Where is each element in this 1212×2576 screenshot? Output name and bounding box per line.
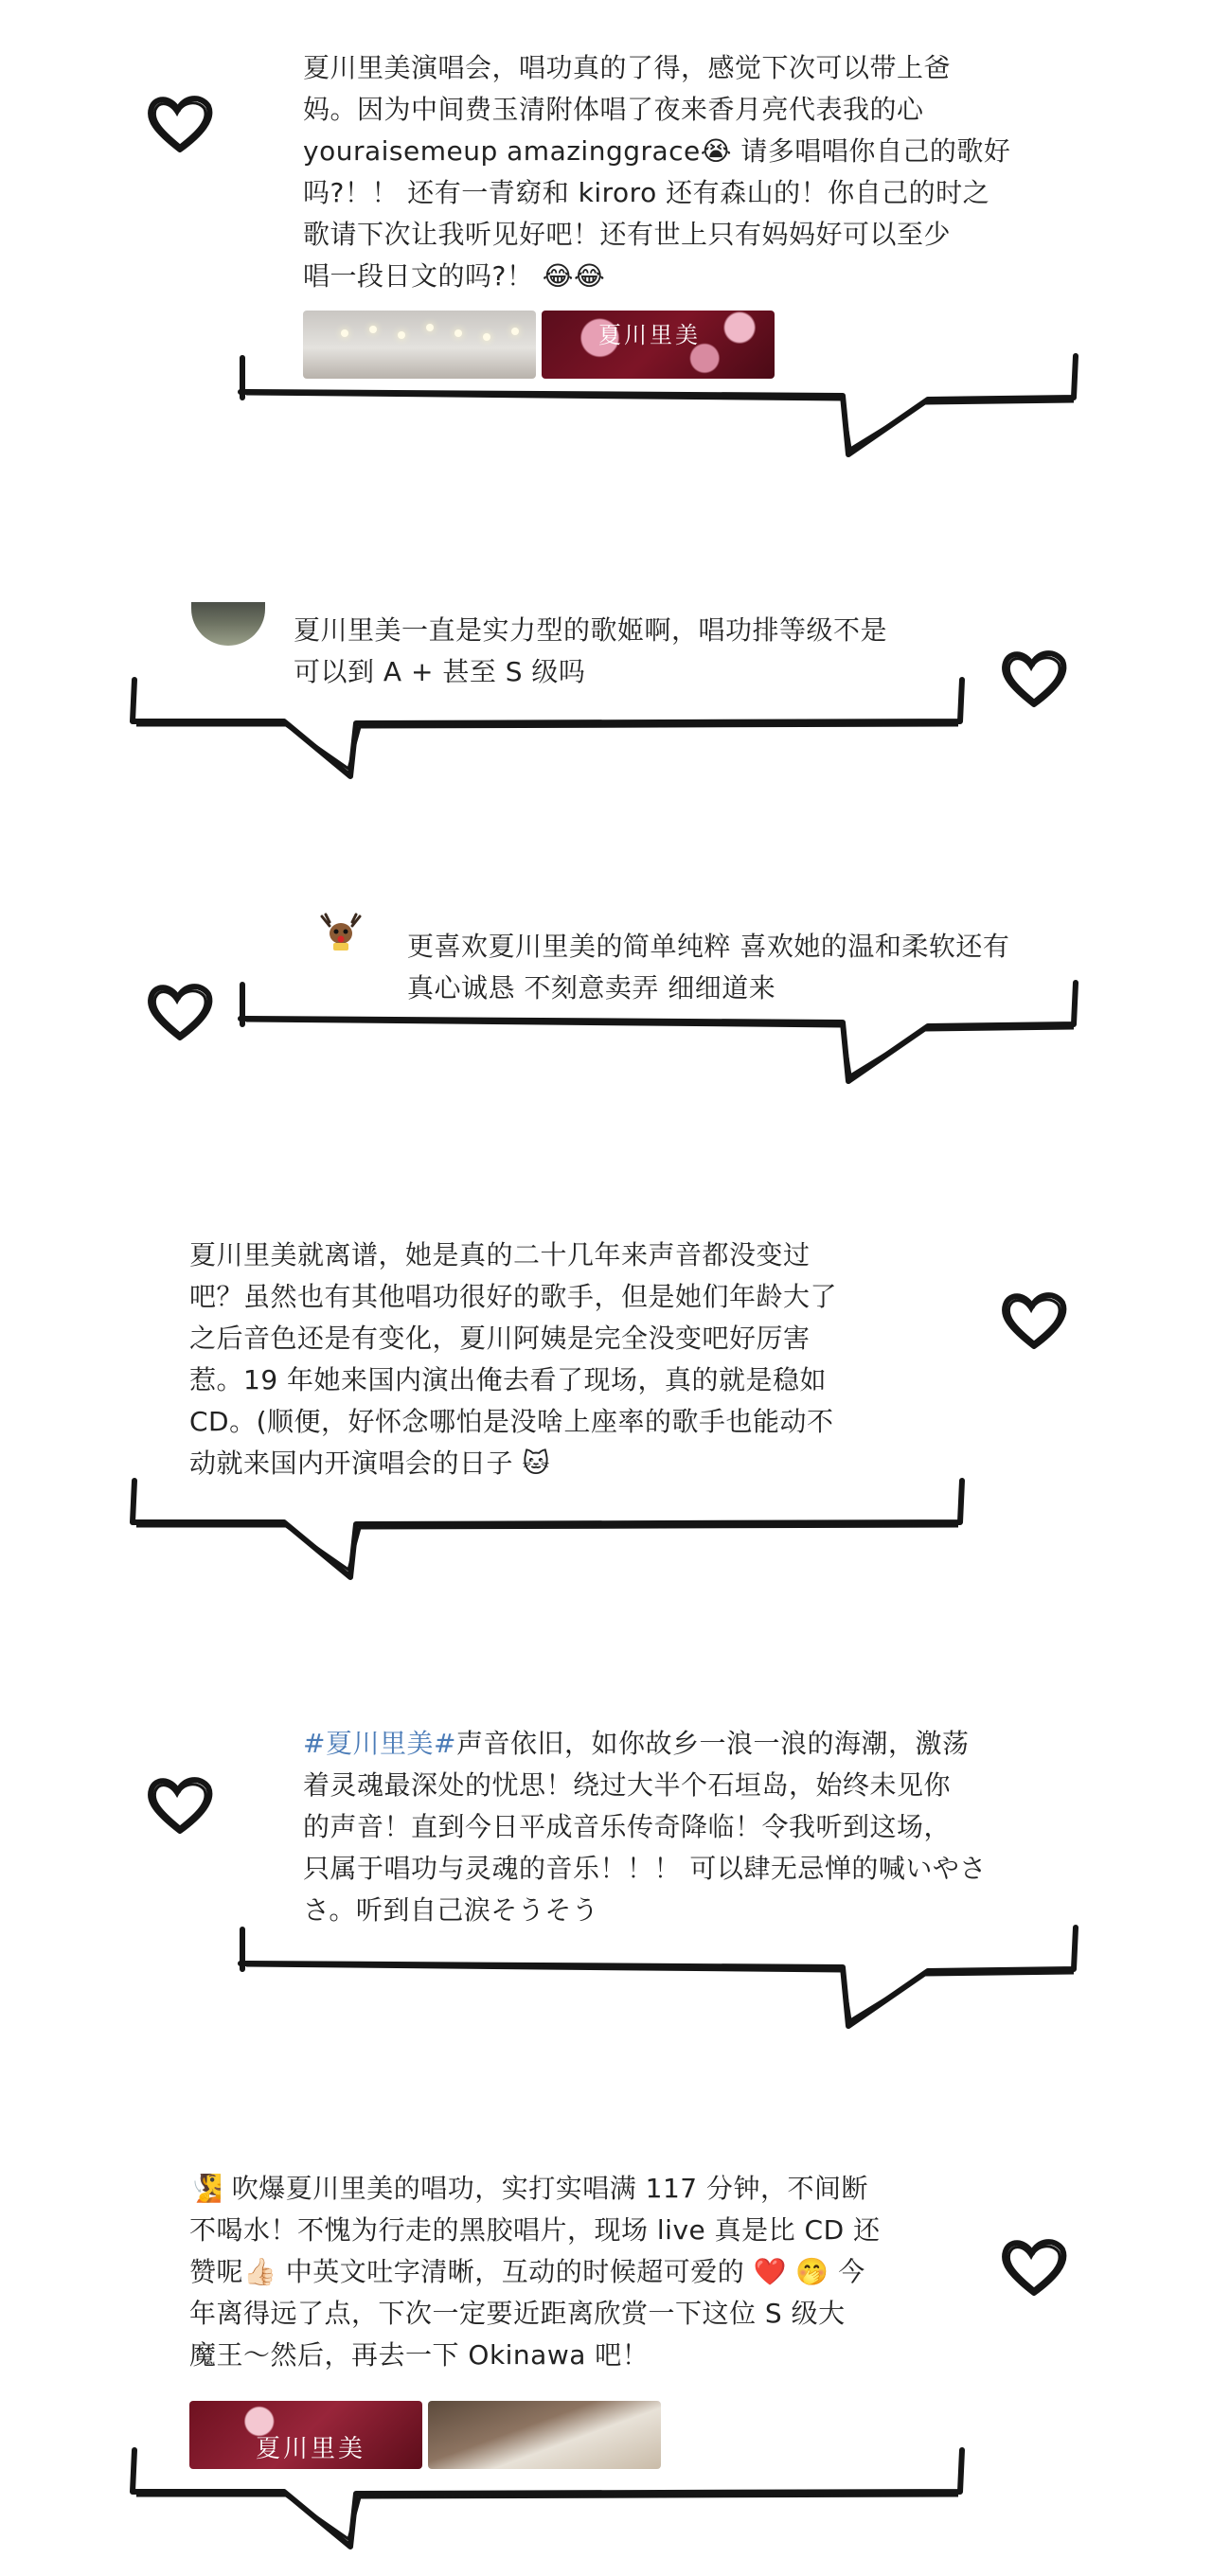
- comment-card-5: [0, 1704, 1212, 2045]
- heart-doodle-icon[interactable]: [144, 1772, 216, 1839]
- comment-text: 🧏 吹爆夏川里美的唱功，实打实唱满 117 分钟，不间断 不喝水！不愧为行走的黑胶唱片，现场 live 真是比 CD 还 赞呢👍🏻 中英文吐字清晰，互动的时候超可爱的 ❤️ 🤭 今 年离得远了点，下次一定要近距离欣赏一下这位 S 级大 魔王～然后，再去一下 Okinawa 吧！: [189, 2173, 881, 2371]
- hashtag-link[interactable]: #夏川里美#: [303, 1728, 456, 1759]
- comment-text: 更喜欢夏川里美的简单纯粹 喜欢她的温和柔软还有 真心诚恳 不刻意卖弄 细细道来: [407, 931, 1010, 1004]
- speech-bubble-outline: [123, 2444, 975, 2567]
- reindeer-avatar[interactable]: [312, 913, 369, 952]
- comment-card-6: [0, 2149, 1212, 2576]
- speech-bubble-outline: [123, 674, 975, 797]
- comment-text: [303, 1723, 1060, 1931]
- speech-bubble-outline: [237, 350, 1089, 473]
- comment-text: 夏川里美就离谱，她是真的二十几年来声音都没变过 吧？虽然也有其他唱功很好的歌手，但是她们年龄大了 之后音色还是有变化，夏川阿姨是完全没变吧好厉害 惹。19 年她来国内演出俺去看了现场，真的就是稳如 CD。(顺便，好怀念哪怕是没啥上座率的歌手也能动不 动就来国内开演唱会的日子 🐱: [189, 1239, 838, 1479]
- heart-doodle-icon[interactable]: [144, 91, 216, 157]
- heart-doodle-icon[interactable]: [998, 2234, 1070, 2301]
- comment-card-1: [0, 0, 1212, 473]
- speech-bubble-outline: [237, 1922, 1089, 2045]
- stage-title: 夏川里美: [256, 2435, 366, 2463]
- comment-card-4: [0, 1221, 1212, 1600]
- comment-card-3: [0, 899, 1212, 1108]
- comment-text: 夏川里美一直是实力型的歌姬啊，唱功排等级不是 可以到 A + 甚至 S 级吗: [294, 614, 888, 687]
- landscape-avatar[interactable]: [191, 602, 265, 646]
- poster-title: 夏川里美: [598, 322, 701, 348]
- heart-doodle-icon[interactable]: [998, 1288, 1070, 1354]
- comment-card-2: [0, 587, 1212, 795]
- comment-body: 声音依旧，如你故乡一浪一浪的海潮，激荡 着灵魂最深处的忧思！绕过大半个石垣岛，始终未见你 的声音！直到今日平成音乐传奇降临！令我听到这场， 只属于唱功与灵魂的音乐！！！ 可以肆无忌惮的喊いやさ さ。听到自己涙そうそう: [303, 1728, 987, 1926]
- speech-bubble-outline: [237, 977, 1089, 1100]
- comment-text: 夏川里美演唱会，唱功真的了得，感觉下次可以带上爸 妈。因为中间费玉清附体唱了夜来香月亮代表我的心 youraisemeup amazinggrace😭 请多唱唱你自己的歌好 吗?！！ 还有一青窈和 kiroro 还有森山的！你自己的时之 歌请下次让我听见好吧！还有世上只有妈妈好可以至少 唱一段日文的吗?！ 😂😂: [303, 52, 1011, 292]
- heart-doodle-icon[interactable]: [144, 979, 216, 1045]
- heart-doodle-icon[interactable]: [998, 646, 1070, 712]
- speech-bubble-outline: [123, 1475, 975, 1598]
